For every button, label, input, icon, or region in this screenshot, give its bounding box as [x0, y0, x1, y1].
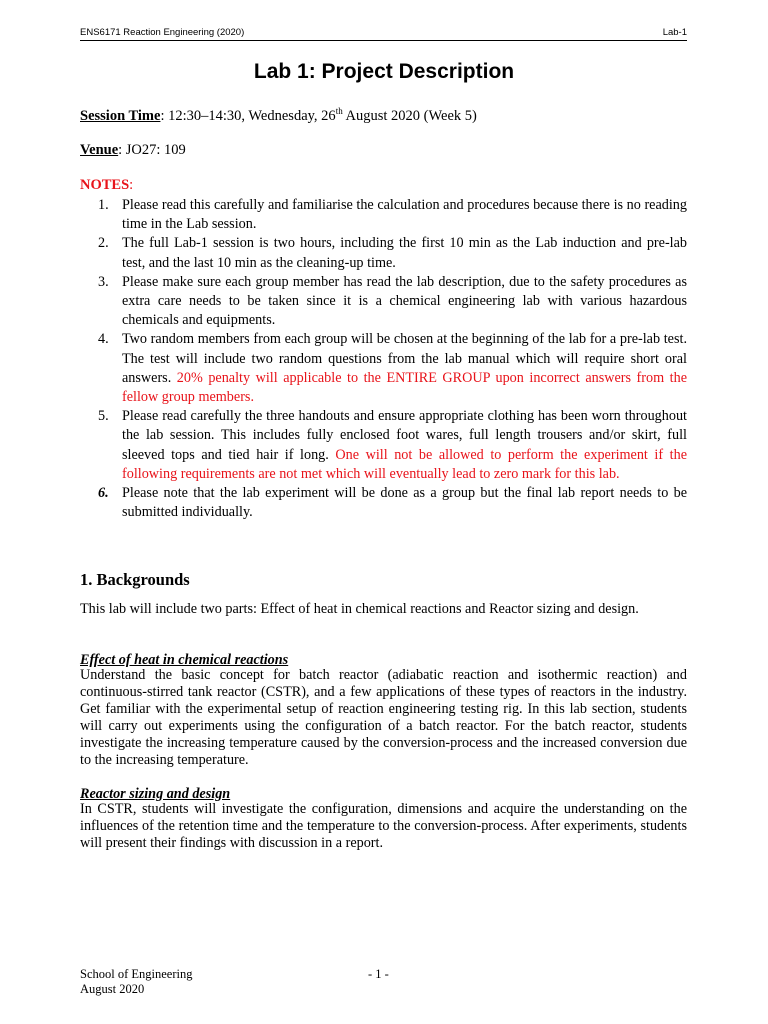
heat-effect-paragraph: Understand the basic concept for batch reactor (adiabatic reaction and isothermic reaction) and continuous-stirred tank reactor (CSTR), and a few applications of these types of reactors in the industry. Get familiar with the experimental setup of reaction engineering testing rig. In this lab section, students will carry out experiments using the configuration of a batch reactor. For the batch reactor, students investigate the increasing temperature caused by the conversion-process and the increased conversion due to the increasing temperature.: [80, 667, 687, 768]
page-title: Lab 1: Project Description: [253, 60, 515, 83]
note-text: Please note that the lab experiment will be done as a group but the final lab report needs to be submitted individually.: [122, 485, 687, 521]
note-item: [80, 407, 687, 484]
notes-heading: [80, 177, 133, 194]
footer-date: August 2020: [80, 982, 145, 996]
note-number: 2.: [98, 235, 109, 252]
note-number: 5.: [98, 408, 109, 425]
subheading-heat-effect: Effect of heat in chemical reactions: [80, 652, 289, 668]
note-warning: 20% penalty will applicable to the ENTIRE GROUP upon incorrect answers from the fellow group members.: [122, 369, 687, 406]
note-text: Please read carefully the three handouts and ensure appropriate clothing has been worn throughout the lab session. This includes fully enclosed foot wares, full length trousers and/or skirt, full sleeved tops and tied hair if long.: [122, 408, 687, 463]
note-item: [80, 484, 687, 522]
note-item: [80, 273, 687, 331]
notes-list: [80, 196, 687, 522]
course-header: ENS6171 Reaction Engineering (2020): [80, 27, 245, 38]
footer-left: [80, 967, 192, 997]
note-text: Please read this carefully and familiarise the calculation and procedures because there is no reading time in the Lab session.: [122, 197, 687, 233]
note-warning: One will not be allowed to perform the experiment if the following requirements are not met which will eventually lead to zero mark for this lab.: [122, 446, 687, 482]
session-ordinal: th: [335, 106, 343, 116]
note-number: 1.: [98, 197, 109, 213]
note-text: The full Lab-1 session is two hours, including the first 10 min as the Lab induction and pre-lab test, and the last 10 min as the cleaning-up time.: [122, 235, 687, 271]
venue: [80, 142, 186, 159]
note-text: Please make sure each group member has read the lab description, due to the safety procedures as extra care needs to be taken since it is a chemical engineering lab with various hazardous chemicals and equipments.: [122, 273, 687, 329]
note-number: 3.: [98, 273, 109, 290]
session-time: [80, 106, 477, 125]
footer-school: School of Engineering: [80, 967, 193, 981]
backgrounds-intro: This lab will include two parts: Effect of heat in chemical reactions and Reactor sizing and design.: [80, 601, 639, 617]
running-header: [80, 26, 687, 41]
subheading-reactor-sizing: Reactor sizing and design: [80, 786, 231, 802]
session-value-start: : 12:30–14:30, Wednesday, 26: [160, 107, 336, 124]
notes-heading-text: NOTES: [80, 177, 130, 193]
note-item: [80, 330, 687, 407]
session-label: Session Time: [80, 107, 161, 124]
section-heading-backgrounds: 1. Backgrounds: [80, 570, 190, 589]
note-number: 6.: [98, 485, 109, 502]
note-number: 4.: [98, 331, 109, 348]
note-item: [80, 234, 687, 272]
venue-label: Venue: [80, 142, 119, 158]
venue-value: : JO27: 109: [118, 142, 186, 158]
session-value-end: August 2020 (Week 5): [342, 107, 477, 124]
page-number: - 1 -: [368, 967, 389, 981]
reactor-sizing-paragraph: In CSTR, students will investigate the configuration, dimensions and acquire the understanding on the influences of the retention time and the temperature to the conversion-process. After experiments, students will present their findings with discussion in a report.: [80, 801, 687, 851]
lab-header: Lab-1: [662, 27, 687, 38]
notes-heading-colon: :: [129, 177, 134, 193]
note-item: [80, 196, 687, 234]
note-text: Two random members from each group will be chosen at the beginning of the lab for a pre-lab test. The test will include two random questions from the lab manual which will require short oral answers.: [122, 331, 687, 386]
